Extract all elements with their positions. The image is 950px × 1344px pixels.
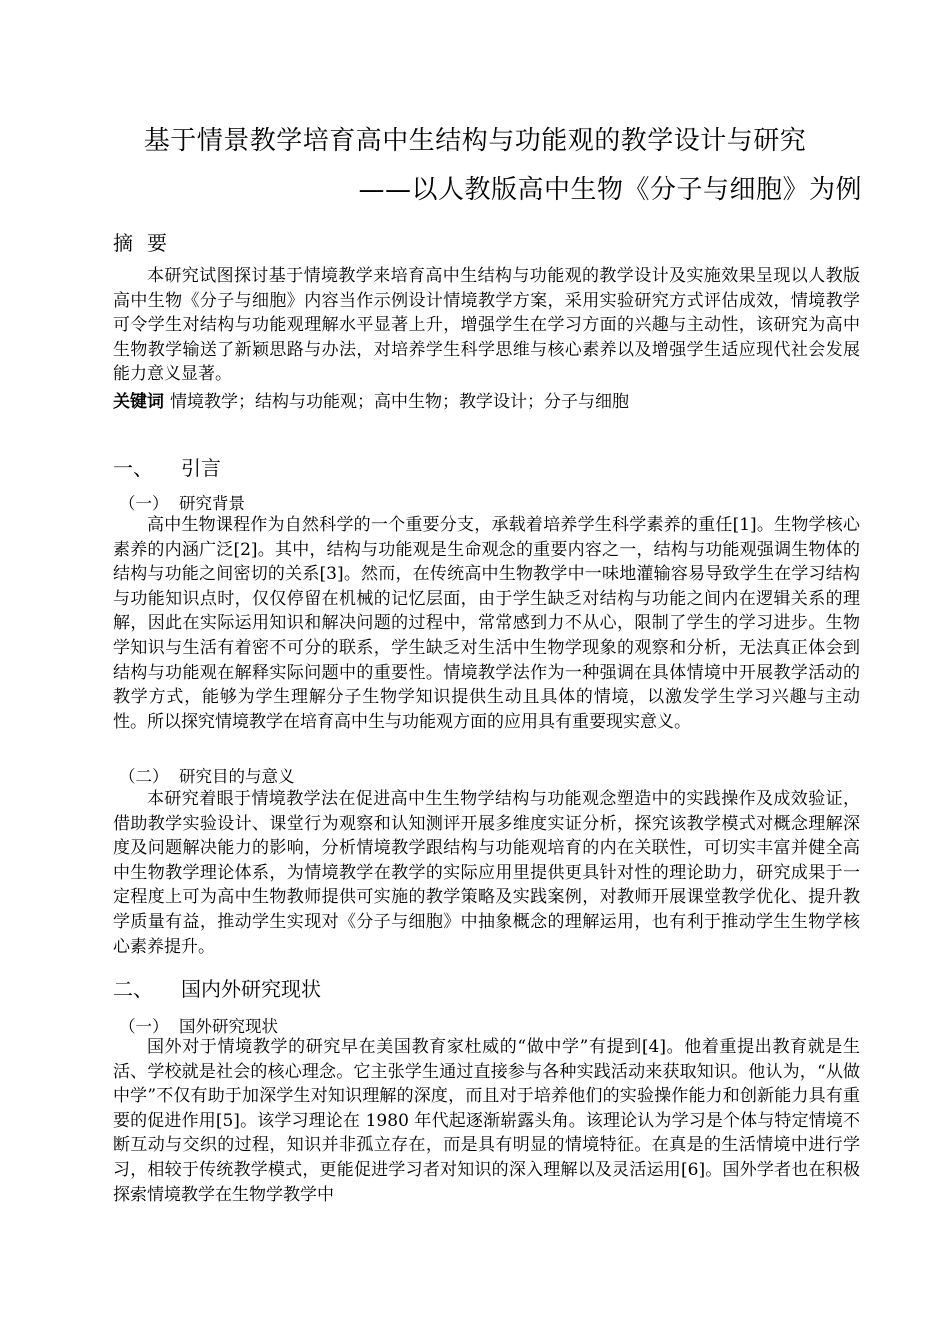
body-paragraph: 高中生物课程作为自然科学的一个重要分支，承载着培养学生科学素养的重任[1]。生物学核心素养的内涵广泛[2]。其中，结构与功能观是生命观念的重要内容之一，结构与功能观强调生物体的结构与功能之间密切的关系[3]。然而，在传统高中生物教学中一味地灌输容易导致学生在学习结构与功能知识点时，仅仅停留在机械的记忆层面，由于学生缺乏对结构与功能之间内在逻辑关系的理解，因此在实际运用知识和解决问题的过程中，常常感到力不从心，限制了学生的学习进步。生物学知识与生活有着密不可分的联系，学生缺乏对生活中生物学现象的观察和分析，无法真正体会到结构与功能观在解释实际问题中的重要性。情境教学法作为一种强调在具体情境中开展教学活动的教学方式，能够为学生理解分子生物学知识提供生动且具体的情境，以激发学生学习兴趣与主动性。所以探究情境教学在培育高中生与功能观方面的应用具有重要现实意义。 <box>113 515 860 732</box>
keywords-text: 情境教学；结构与功能观；高中生物；教学设计；分子与细胞 <box>170 392 629 412</box>
subsection-title: 国外研究现状 <box>179 1017 278 1036</box>
subsection-heading <box>119 490 245 514</box>
subsection-number: （一） <box>119 494 169 513</box>
paper-subtitle: ——以人教版高中生物《分子与细胞》为例 <box>358 175 862 205</box>
subsection-title: 研究背景 <box>179 494 245 513</box>
section-title: 引言 <box>181 456 221 480</box>
section-heading <box>113 973 321 1002</box>
abstract-heading: 摘要 <box>113 231 181 255</box>
section-heading <box>113 452 221 481</box>
abstract-text: 本研究试图探讨基于情境教学来培育高中生结构与功能观的教学设计及实施效果呈现以人教版高中生物《分子与细胞》内容当作示例设计情境教学方案，采用实验研究方式评估成效，情境教学可令学生对结构与功能观理解水平显著上升，增强学生在学习方面的兴趣与主动性，该研究为高中生物教学输送了新颖思路与办法，对培养学生科学思维与核心素养以及增强学生适应现代社会发展能力意义显著。 <box>113 266 860 385</box>
keywords-line <box>113 390 860 415</box>
subsection-number: （一） <box>119 1017 169 1036</box>
body-paragraph: 本研究着眼于情境教学法在促进高中生生物学结构与功能观念塑造中的实践操作及成效验证，借助教学实验设计、课堂行为观察和认知测评开展多维度实证分析，探究该教学模式对概念理解深度及问题解决能力的影响，分析情境教学跟结构与功能观培育的内在关联性，可切实丰富并健全高中生物教学理论体系，为情境教学在教学的实际应用里提供更具针对性的理论助力，研究成果于一定程度上可为高中生物教师提供可实施的教学策略及实践案例，对教师开展课堂教学优化、提升教学质量有益，推动学生实现对《分子与细胞》中抽象概念的理解运用，也有利于推动学生生物学核心素养提升。 <box>113 789 860 957</box>
subsection-heading <box>119 763 295 787</box>
subsection-title: 研究目的与意义 <box>179 767 295 786</box>
subsection-number: （二） <box>119 767 169 786</box>
subsection-heading <box>119 1013 278 1037</box>
body-paragraph: 国外对于情境教学的研究早在美国教育家杜威的“做中学”有提到[4]。他着重提出教育就是生活、学校就是社会的核心理念。它主张学生通过直接参与各种实践活动来获取知识。他认为，“从做中学”不仅有助于加深学生对知识理解的深度，而且对于培养他们的实验操作能力和创新能力具有重要的促进作用[5]。该学习理论在 1980 年代起逐渐崭露头角。该理论认为学习是个体与特定情境不断互动与交织的过程，知识并非孤立存在，而是具有明显的情境特征。在真是的生活情境中进行学习，相较于传统教学模式，更能促进学习者对知识的深入理解以及灵活运用[6]。国外学者也在积极探索情境教学在生物学教学中 <box>113 1037 860 1205</box>
keywords-label: 关键词 <box>113 392 164 412</box>
paper-title: 基于情景教学培育高中生结构与功能观的教学设计与研究 <box>143 126 807 156</box>
section-title: 国内外研究现状 <box>181 977 321 1001</box>
section-number: 二、 <box>113 977 153 1001</box>
section-number: 一、 <box>113 456 153 480</box>
